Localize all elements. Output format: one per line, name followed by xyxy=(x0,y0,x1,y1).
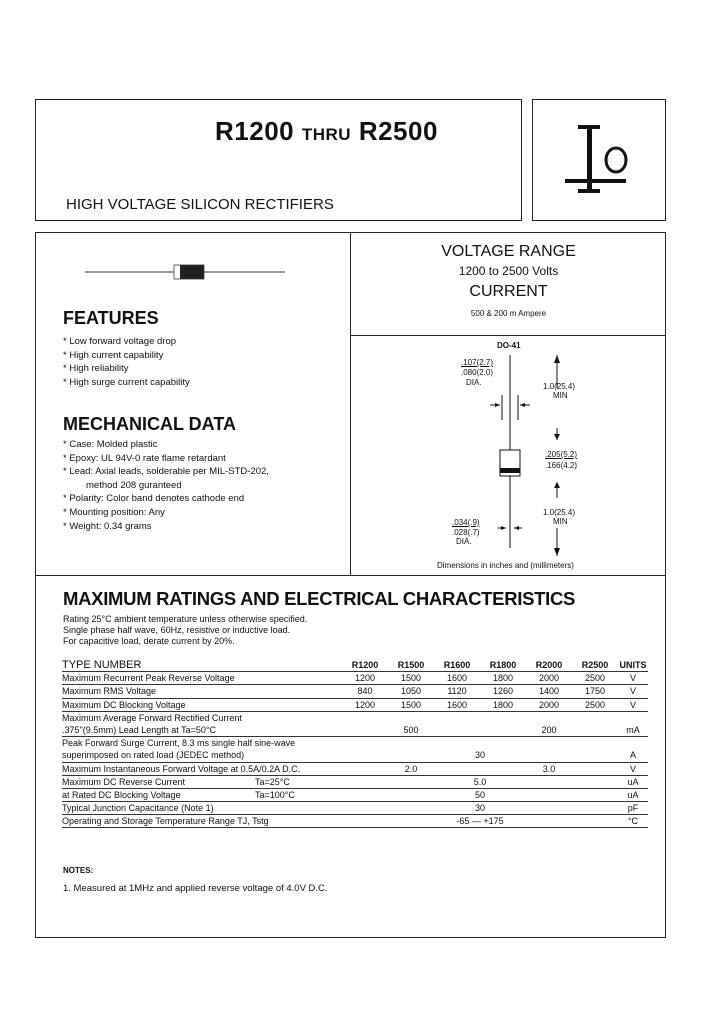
voltage-range-value: 1200 to 2500 Volts xyxy=(458,264,559,278)
ratings-intro xyxy=(63,614,307,647)
row-unit: A xyxy=(618,749,648,762)
mechanical-item: * Mounting position: Any xyxy=(63,506,165,518)
row-value: 2.0 xyxy=(342,762,480,775)
header-cell: R2000 xyxy=(526,659,572,672)
row-value: 30 xyxy=(342,802,618,815)
package-name: DO-41 xyxy=(497,341,521,350)
wire-dia-top: .034(.9) xyxy=(452,518,480,527)
table-row xyxy=(62,672,648,685)
header-type-number: TYPE NUMBER xyxy=(62,659,342,672)
table-row xyxy=(62,724,648,737)
table-row xyxy=(62,698,648,711)
table-header-row xyxy=(62,659,648,672)
row-unit: mA xyxy=(618,724,648,737)
dimensions-note: Dimensions in inches and (millimeters) xyxy=(437,561,574,570)
ratings-table xyxy=(62,659,648,828)
row-value: 840 xyxy=(342,685,388,698)
row-value: 1120 xyxy=(434,685,480,698)
ir-label-1: Maximum DC Reverse Current xyxy=(62,776,186,787)
body-length-bottom: .166(4.2) xyxy=(545,461,578,470)
part-from: R1200 xyxy=(215,116,295,146)
body-length-top: .205(5.2) xyxy=(545,450,578,459)
row-label: Maximum DC Blocking Voltage xyxy=(62,698,342,711)
row-value: 1800 xyxy=(480,672,526,685)
ratings-title: MAXIMUM RATINGS AND ELECTRICAL CHARACTERISTICS xyxy=(63,588,576,609)
features-title: FEATURES xyxy=(63,308,159,328)
table-row xyxy=(62,749,648,762)
lead-dia-label: DIA. xyxy=(466,378,482,387)
table-row xyxy=(62,775,648,788)
row-value: 1500 xyxy=(388,698,434,711)
row-value: 1260 xyxy=(480,685,526,698)
row-value: 2500 xyxy=(572,698,618,711)
table-row xyxy=(62,802,648,815)
note-1: 1. Measured at 1MHz and applied reverse voltage of 4.0V D.C. xyxy=(63,883,328,894)
row-label: Maximum Instantaneous Forward Voltage at 0.5A/0.2A D.C. xyxy=(62,762,342,775)
table-row xyxy=(62,788,648,801)
row-label: Typical Junction Capacitance (Note 1) xyxy=(62,802,342,815)
ir-condition-1: Ta=25°C xyxy=(255,776,290,787)
row-value: 5.0 xyxy=(342,775,618,788)
logo-io-icon xyxy=(565,125,626,193)
row-value: 200 xyxy=(480,724,618,737)
row-unit: V xyxy=(618,685,648,698)
row-label: Maximum Average Forward Rectified Current xyxy=(62,712,242,723)
mechanical-item: * Case: Molded plastic xyxy=(63,439,158,450)
row-value: 50 xyxy=(342,788,618,801)
header-units: UNITS xyxy=(619,660,647,671)
notes-title: NOTES: xyxy=(63,866,94,875)
row-value: 1400 xyxy=(526,685,572,698)
row-label: Maximum RMS Voltage xyxy=(62,685,342,698)
lead-length: 1.0(25.4) xyxy=(543,382,576,391)
row-unit: pF xyxy=(618,802,648,815)
mechanical-list xyxy=(63,438,269,533)
row-value: 1800 xyxy=(480,698,526,711)
table-row xyxy=(62,762,648,775)
row-value: 1500 xyxy=(388,672,434,685)
row-value: 1600 xyxy=(434,672,480,685)
row-value: 1200 xyxy=(342,698,388,711)
row-label: .375"(9.5mm) Lead Length at Ta=50°C xyxy=(62,724,342,737)
feature-item: * High reliability xyxy=(63,363,129,375)
table-row xyxy=(62,685,648,698)
feature-item: * Low forward voltage drop xyxy=(63,336,177,347)
row-unit: V xyxy=(618,762,648,775)
current-value: 500 & 200 m Ampere xyxy=(470,309,547,318)
row-label: Maximum Recurrent Peak Reverse Voltage xyxy=(62,672,342,685)
lead-length-min-2: MIN xyxy=(553,517,568,526)
row-value: 2000 xyxy=(526,698,572,711)
mechanical-title: MECHANICAL DATA xyxy=(63,414,236,434)
row-value: 1600 xyxy=(434,698,480,711)
thru-label: THRU xyxy=(301,125,352,144)
wire-dia-label: DIA. xyxy=(456,537,472,546)
ratings-intro-line: Single phase half wave, 60Hz, resistive or inductive load. xyxy=(63,625,291,635)
row-value: 1750 xyxy=(572,685,618,698)
divider-right-mid xyxy=(350,335,666,336)
ir-condition-2: Ta=100°C xyxy=(255,789,295,800)
row-value: 1050 xyxy=(388,685,434,698)
part-to: R2500 xyxy=(358,116,438,146)
lead-length-2: 1.0(25.4) xyxy=(543,508,576,517)
row-label: superimposed on rated load (JEDEC method) xyxy=(62,749,342,762)
row-unit: uA xyxy=(618,788,648,801)
mechanical-item: * Polarity: Color band denotes cathode end xyxy=(63,493,245,505)
page-title xyxy=(215,116,438,147)
row-value: 3.0 xyxy=(480,762,618,775)
divider-horizontal xyxy=(35,575,666,576)
features-list xyxy=(63,335,190,389)
feature-item: * High current capability xyxy=(63,349,164,361)
row-value: 30 xyxy=(342,749,618,762)
feature-item: * High surge current capability xyxy=(63,376,190,388)
voltage-range-title: VOLTAGE RANGE xyxy=(441,243,576,260)
lead-length-min: MIN xyxy=(553,391,568,400)
header-cell: R1500 xyxy=(388,659,434,672)
mechanical-item: * Lead: Axial leads, solderable per MIL-STD-202, xyxy=(63,466,269,478)
header-cell: R2500 xyxy=(572,659,618,672)
wire-dia-bottom: .028(.7) xyxy=(452,528,480,537)
table-row xyxy=(62,815,648,828)
table-row xyxy=(62,737,648,750)
row-unit: V xyxy=(618,698,648,711)
row-value: 1200 xyxy=(342,672,388,685)
header-cell: R1800 xyxy=(480,659,526,672)
row-unit: uA xyxy=(618,775,648,788)
header-cell: R1200 xyxy=(342,659,388,672)
header-cell: R1600 xyxy=(434,659,480,672)
diode-illustration xyxy=(80,262,290,282)
row-label xyxy=(62,788,342,801)
mechanical-item: method 208 guranteed xyxy=(86,479,182,491)
row-label: Peak Forward Surge Current, 8.3 ms single half sine-wave xyxy=(62,738,296,749)
row-value: 2000 xyxy=(526,672,572,685)
row-label xyxy=(62,775,342,788)
mechanical-item: * Epoxy: UL 94V-0 rate flame retardant xyxy=(63,452,226,464)
company-logo xyxy=(532,99,666,221)
current-title: CURRENT xyxy=(469,283,548,300)
ratings-intro-line: For capacitive load, derate current by 20%. xyxy=(63,636,235,646)
lead-dia-top: .107(2.7) xyxy=(461,358,494,367)
ratings-intro-line: Rating 25°C ambient temperature unless otherwise specified. xyxy=(63,614,308,624)
row-value: -65 — +175 xyxy=(342,815,618,828)
row-value: 2500 xyxy=(572,672,618,685)
table-row xyxy=(62,711,648,724)
row-label: Operating and Storage Temperature Range TJ, Tstg xyxy=(62,815,342,828)
row-unit: °C xyxy=(618,815,648,828)
mechanical-item: * Weight: 0.34 grams xyxy=(63,520,152,532)
row-value: 500 xyxy=(342,724,480,737)
page-subtitle: HIGH VOLTAGE SILICON RECTIFIERS xyxy=(66,196,334,213)
lead-dia-bottom: .080(2.0) xyxy=(461,368,494,377)
ir-label-2: at Rated DC Blocking Voltage xyxy=(62,789,181,800)
row-unit: V xyxy=(618,672,648,685)
